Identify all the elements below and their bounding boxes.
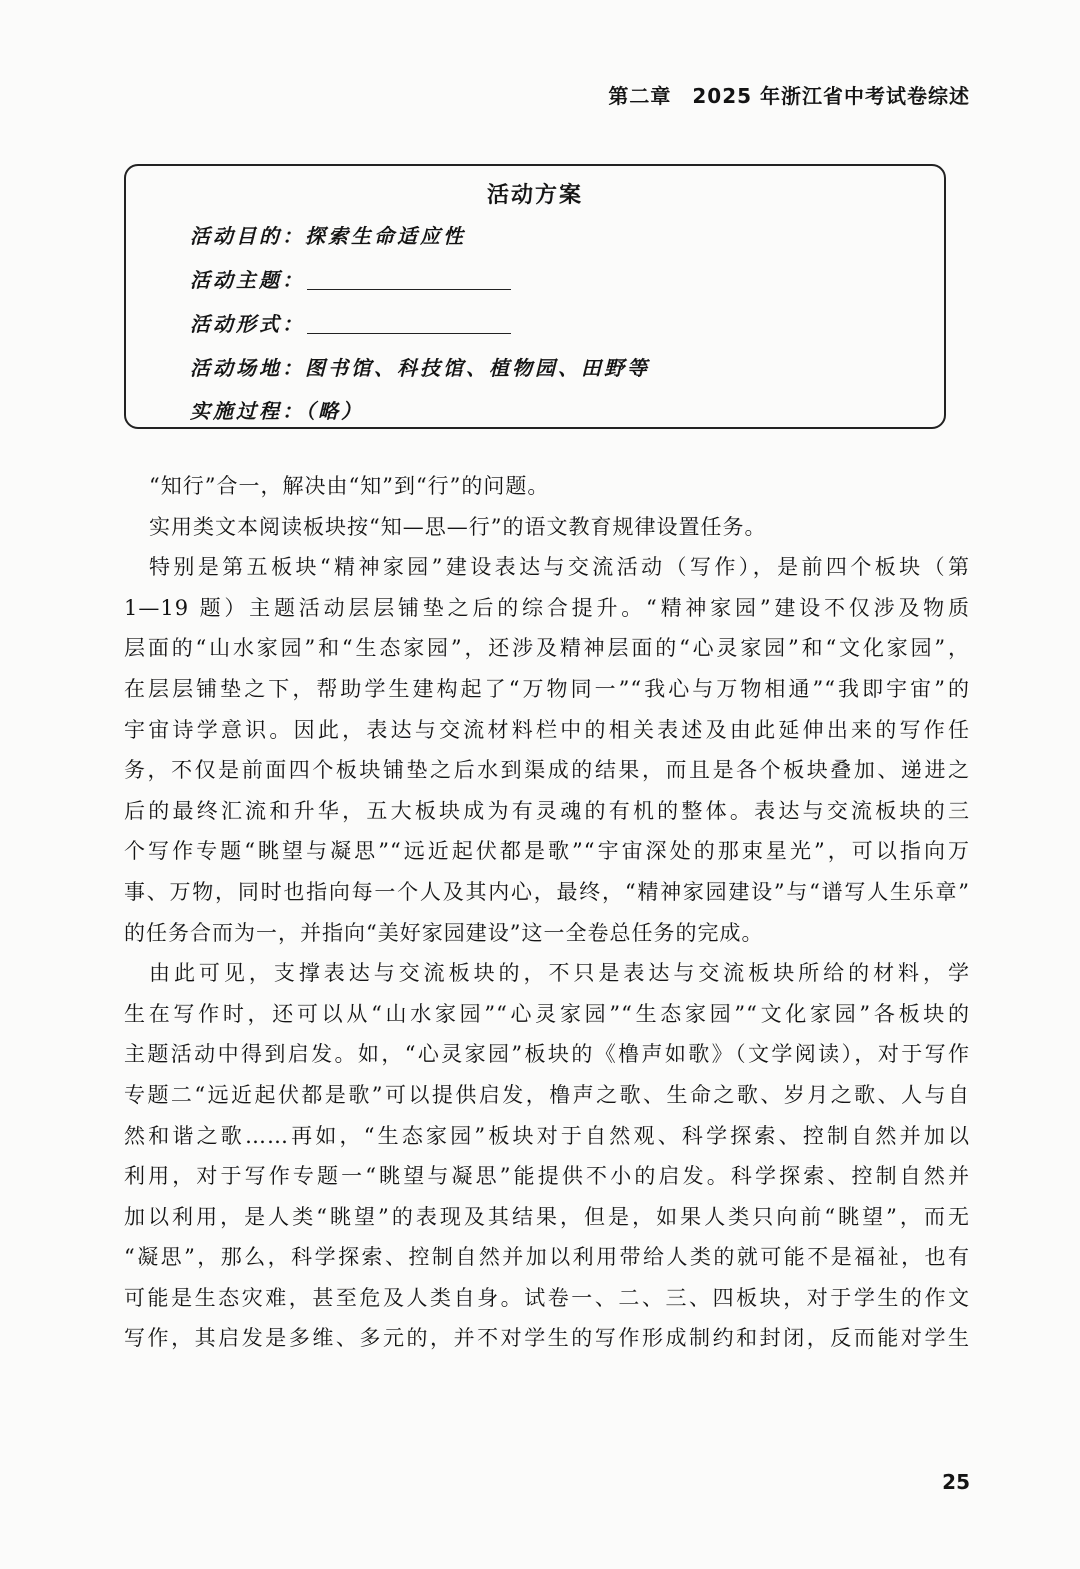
running-header: 第二章 2025 年浙江省中考试卷综述 <box>608 84 970 108</box>
text-line: 加以利用，是人类“眺望”的表现及其结果，但是，如果人类只向前“眺望”，而无 <box>124 1204 970 1229</box>
page-number: 25 <box>942 1470 970 1494</box>
activity-venue-text: 活动场地：图书馆、科技馆、植物园、田野等 <box>190 356 650 380</box>
text-line: 主题活动中得到启发。如，“心灵家园”板块的《橹声如歌》（文学阅读），对于写作 <box>124 1042 970 1067</box>
activity-process-text: 实施过程：（略） <box>190 399 364 423</box>
text-line: “凝思”，那么，科学探索、控制自然并加以利用带给人类的就可能不是福祉，也有 <box>124 1245 970 1270</box>
text-line: 实用类文本阅读板块按“知—思—行”的语文教育规律设置任务。 <box>149 514 767 539</box>
activity-form <box>190 308 511 337</box>
text-line: 利用，对于写作专题一“眺望与凝思”能提供不小的启发。科学探索、控制自然并 <box>124 1164 970 1189</box>
text-line: “知行”合一，解决由“知”到“行”的问题。 <box>149 474 550 498</box>
activity-venue <box>190 352 650 381</box>
activity-purpose-text: 活动目的：探索生命适应性 <box>190 224 466 248</box>
activity-form-blank <box>307 332 511 334</box>
activity-theme-label: 活动主题： <box>190 268 305 292</box>
activity-theme-blank <box>307 288 511 290</box>
text-line: 在层层铺垫之下，帮助学生建构起了“万物同一”“我心与万物相通”“我即宇宙”的 <box>124 676 970 701</box>
text-line: 1—19 题）主题活动层层铺垫之后的综合提升。“精神家园”建设不仅涉及物质 <box>124 595 970 620</box>
text-line: 事、万物，同时也指向每一个人及其内心，最终，“精神家园建设”与“谱写人生乐章” <box>124 879 970 904</box>
text-line: 宇宙诗学意识。因此，表达与交流材料栏中的相关表述及由此延伸出来的写作任 <box>124 717 970 742</box>
activity-plan-title: 活动方案 <box>486 183 583 208</box>
text-line: 特别是第五板块“精神家园”建设表达与交流活动（写作），是前四个板块（第 <box>149 555 970 580</box>
activity-theme <box>190 264 511 293</box>
text-line: 务，不仅是前面四个板块铺垫之后水到渠成的结果，而且是各个板块叠加、递进之 <box>124 758 970 783</box>
text-line: 由此可见，支撑表达与交流板块的，不只是表达与交流板块所给的材料，学 <box>149 961 970 986</box>
activity-form-label: 活动形式： <box>190 312 305 336</box>
text-line: 可能是生态灾难，甚至危及人类自身。试卷一、二、三、四板块，对于学生的作文 <box>124 1285 970 1310</box>
text-line: 专题二“远近起伏都是歌”可以提供启发，橹声之歌、生命之歌、岁月之歌、人与自 <box>124 1082 970 1107</box>
text-line: 写作，其启发是多维、多元的，并不对学生的写作形成制约和封闭，反而能对学生 <box>124 1326 970 1351</box>
activity-process <box>190 395 364 424</box>
text-line: 后的最终汇流和升华，五大板块成为有灵魂的有机的整体。表达与交流板块的三 <box>124 798 970 823</box>
text-line: 层面的“山水家园”和“生态家园”，还涉及精神层面的“心灵家园”和“文化家园”， <box>124 636 970 661</box>
activity-plan-box <box>124 164 946 429</box>
text-line: 然和谐之歌……再如，“生态家园”板块对于自然观、科学探索、控制自然并加以 <box>124 1123 970 1148</box>
text-line: 生在写作时，还可以从“山水家园”“心灵家园”“生态家园”“文化家园”各板块的 <box>124 1001 970 1026</box>
activity-purpose <box>190 220 466 249</box>
text-line: 个写作专题“眺望与凝思”“远近起伏都是歌”“宇宙深处的那束星光”，可以指向万 <box>124 839 970 864</box>
body-text <box>124 466 970 1359</box>
text-line: 的任务合而为一，并指向“美好家园建设”这一全卷总任务的完成。 <box>124 920 764 945</box>
